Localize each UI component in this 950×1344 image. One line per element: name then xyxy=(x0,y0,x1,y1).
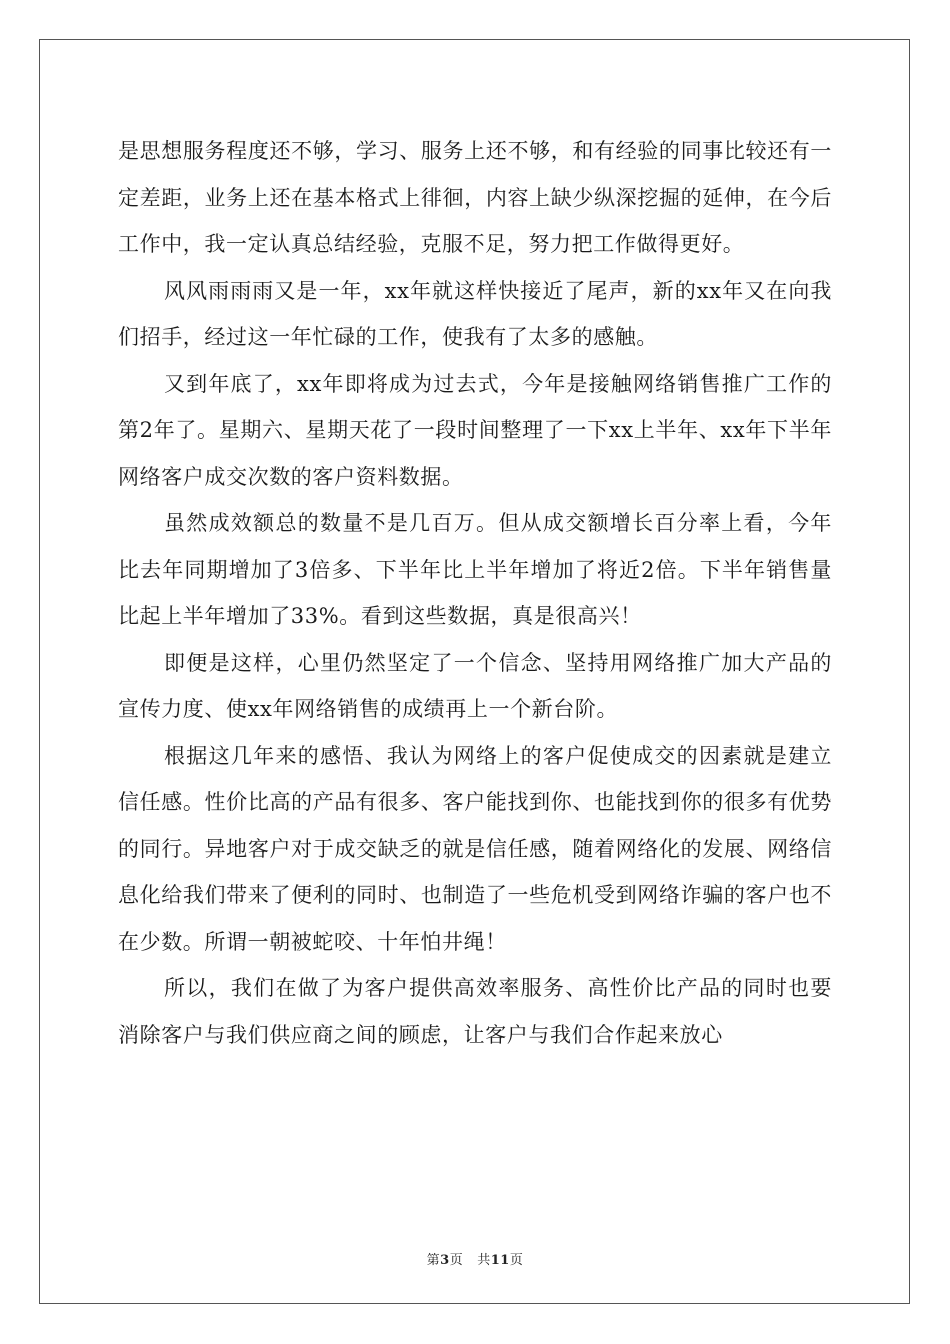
paragraph-2: 风风雨雨雨又是一年，xx年就这样快接近了尾声，新的xx年又在向我们招手，经过这一年忙碌的工作，使我有了太多的感触。 xyxy=(118,278,832,349)
page-total-prefix: 共 xyxy=(477,1253,491,1268)
paragraph-3: 又到年底了，xx年即将成为过去式，今年是接触网络销售推广工作的第2年了。星期六、星期天花了一段时间整理了一下xx上半年、xx年下半年网络客户成交次数的客户资料数据。 xyxy=(118,371,832,489)
paragraph-5: 即便是这样，心里仍然坚定了一个信念、坚持用网络推广加大产品的宣传力度、使xx年网络销售的成绩再上一个新台阶。 xyxy=(118,650,832,721)
page-total-suffix: 页 xyxy=(509,1253,524,1268)
page-footer xyxy=(0,1249,950,1268)
page-number-current: 3 xyxy=(440,1253,450,1268)
page-number-prefix: 第 xyxy=(426,1253,441,1268)
paragraph-1: 是思想服务程度还不够，学习、服务上还不够，和有经验的同事比较还有一定差距，业务上还在基本格式上徘徊，内容上缺少纵深挖掘的延伸，在今后工作中，我一定认真总结经验，克服不足，努力把工作做得更好。 xyxy=(118,139,832,256)
document-body xyxy=(118,128,832,1058)
page-number-total: 11 xyxy=(490,1253,510,1268)
paragraph-6: 根据这几年来的感悟、我认为网络上的客户促使成交的因素就是建立信任感。性价比高的产品有很多、客户能找到你、也能找到你的很多有优势的同行。异地客户对于成交缺乏的就是信任感，随着网络化的发展、网络信息化给我们带来了便利的同时、也制造了一些危机受到网络诈骗的客户也不在少数。所谓一朝被蛇咬、十年怕井绳！ xyxy=(118,743,832,954)
page-number-suffix: 页 xyxy=(449,1253,464,1268)
paragraph-7: 所以，我们在做了为客户提供高效率服务、高性价比产品的同时也要消除客户与我们供应商之间的顾虑，让客户与我们合作起来放心 xyxy=(118,976,832,1047)
paragraph-4: 虽然成效额总的数量不是几百万。但从成交额增长百分率上看，今年比去年同期增加了3倍多、下半年比上半年增加了将近2倍。下半年销售量比起上半年增加了33%。看到这些数据，真是很高兴！ xyxy=(118,511,832,628)
